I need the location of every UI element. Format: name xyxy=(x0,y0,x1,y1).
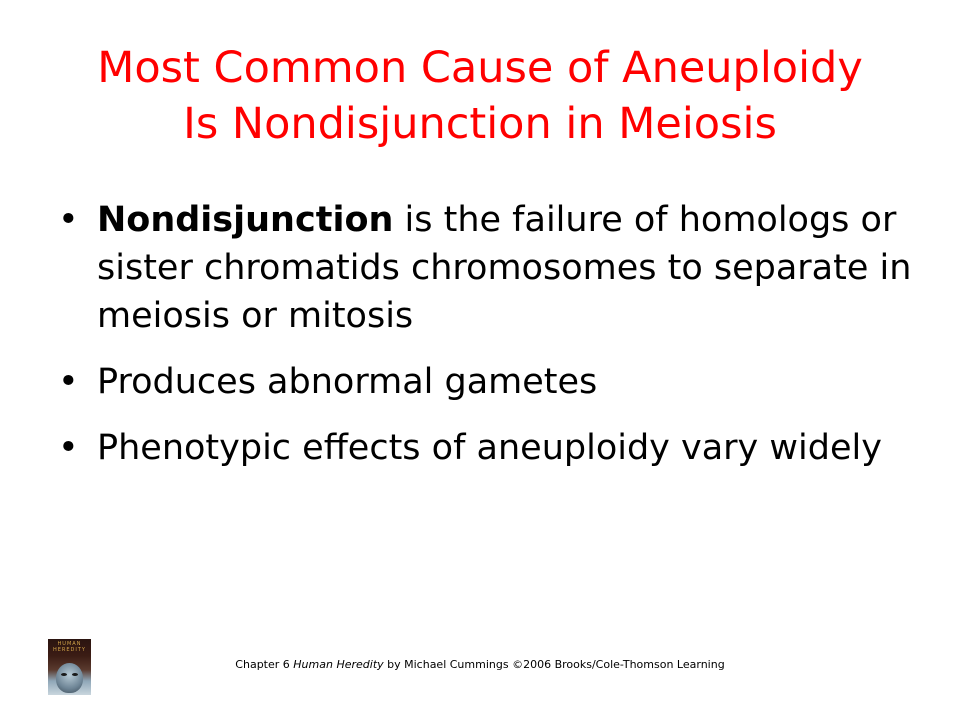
bullet-item-abnormal-gametes xyxy=(58,358,918,406)
bullet-text: Phenotypic effects of aneuploidy vary widely xyxy=(97,428,882,468)
footer-prefix: Chapter 6 xyxy=(235,658,294,671)
bullet-text: is the failure of homologs or sister chromatids chromosomes to separate in meiosis or mitosis xyxy=(97,200,912,336)
slide-footer xyxy=(0,658,960,672)
bullet-dot: • xyxy=(58,428,79,468)
bullet-list xyxy=(58,196,918,472)
footer-book-title: Human Heredity xyxy=(293,658,384,671)
bullet-term: Nondisjunction xyxy=(97,200,394,240)
cover-eye-left xyxy=(61,673,67,676)
slide-title-line-2: Is Nondisjunction in Meiosis xyxy=(183,99,777,149)
bullet-dot: • xyxy=(58,362,79,402)
slide-title xyxy=(20,40,940,152)
bullet-text: Produces abnormal gametes xyxy=(97,362,598,402)
cover-eye-right xyxy=(72,673,78,676)
bullet-dot: • xyxy=(58,200,79,240)
book-cover-title: HUMAN HEREDITY xyxy=(53,641,86,653)
bullet-item-nondisjunction xyxy=(58,196,918,340)
bullet-item-phenotypic-effects xyxy=(58,424,918,472)
slide-title-line-1: Most Common Cause of Aneuploidy xyxy=(97,43,863,93)
footer-suffix: by Michael Cummings ©2006 Brooks/Cole-Thomson Learning xyxy=(383,658,725,671)
